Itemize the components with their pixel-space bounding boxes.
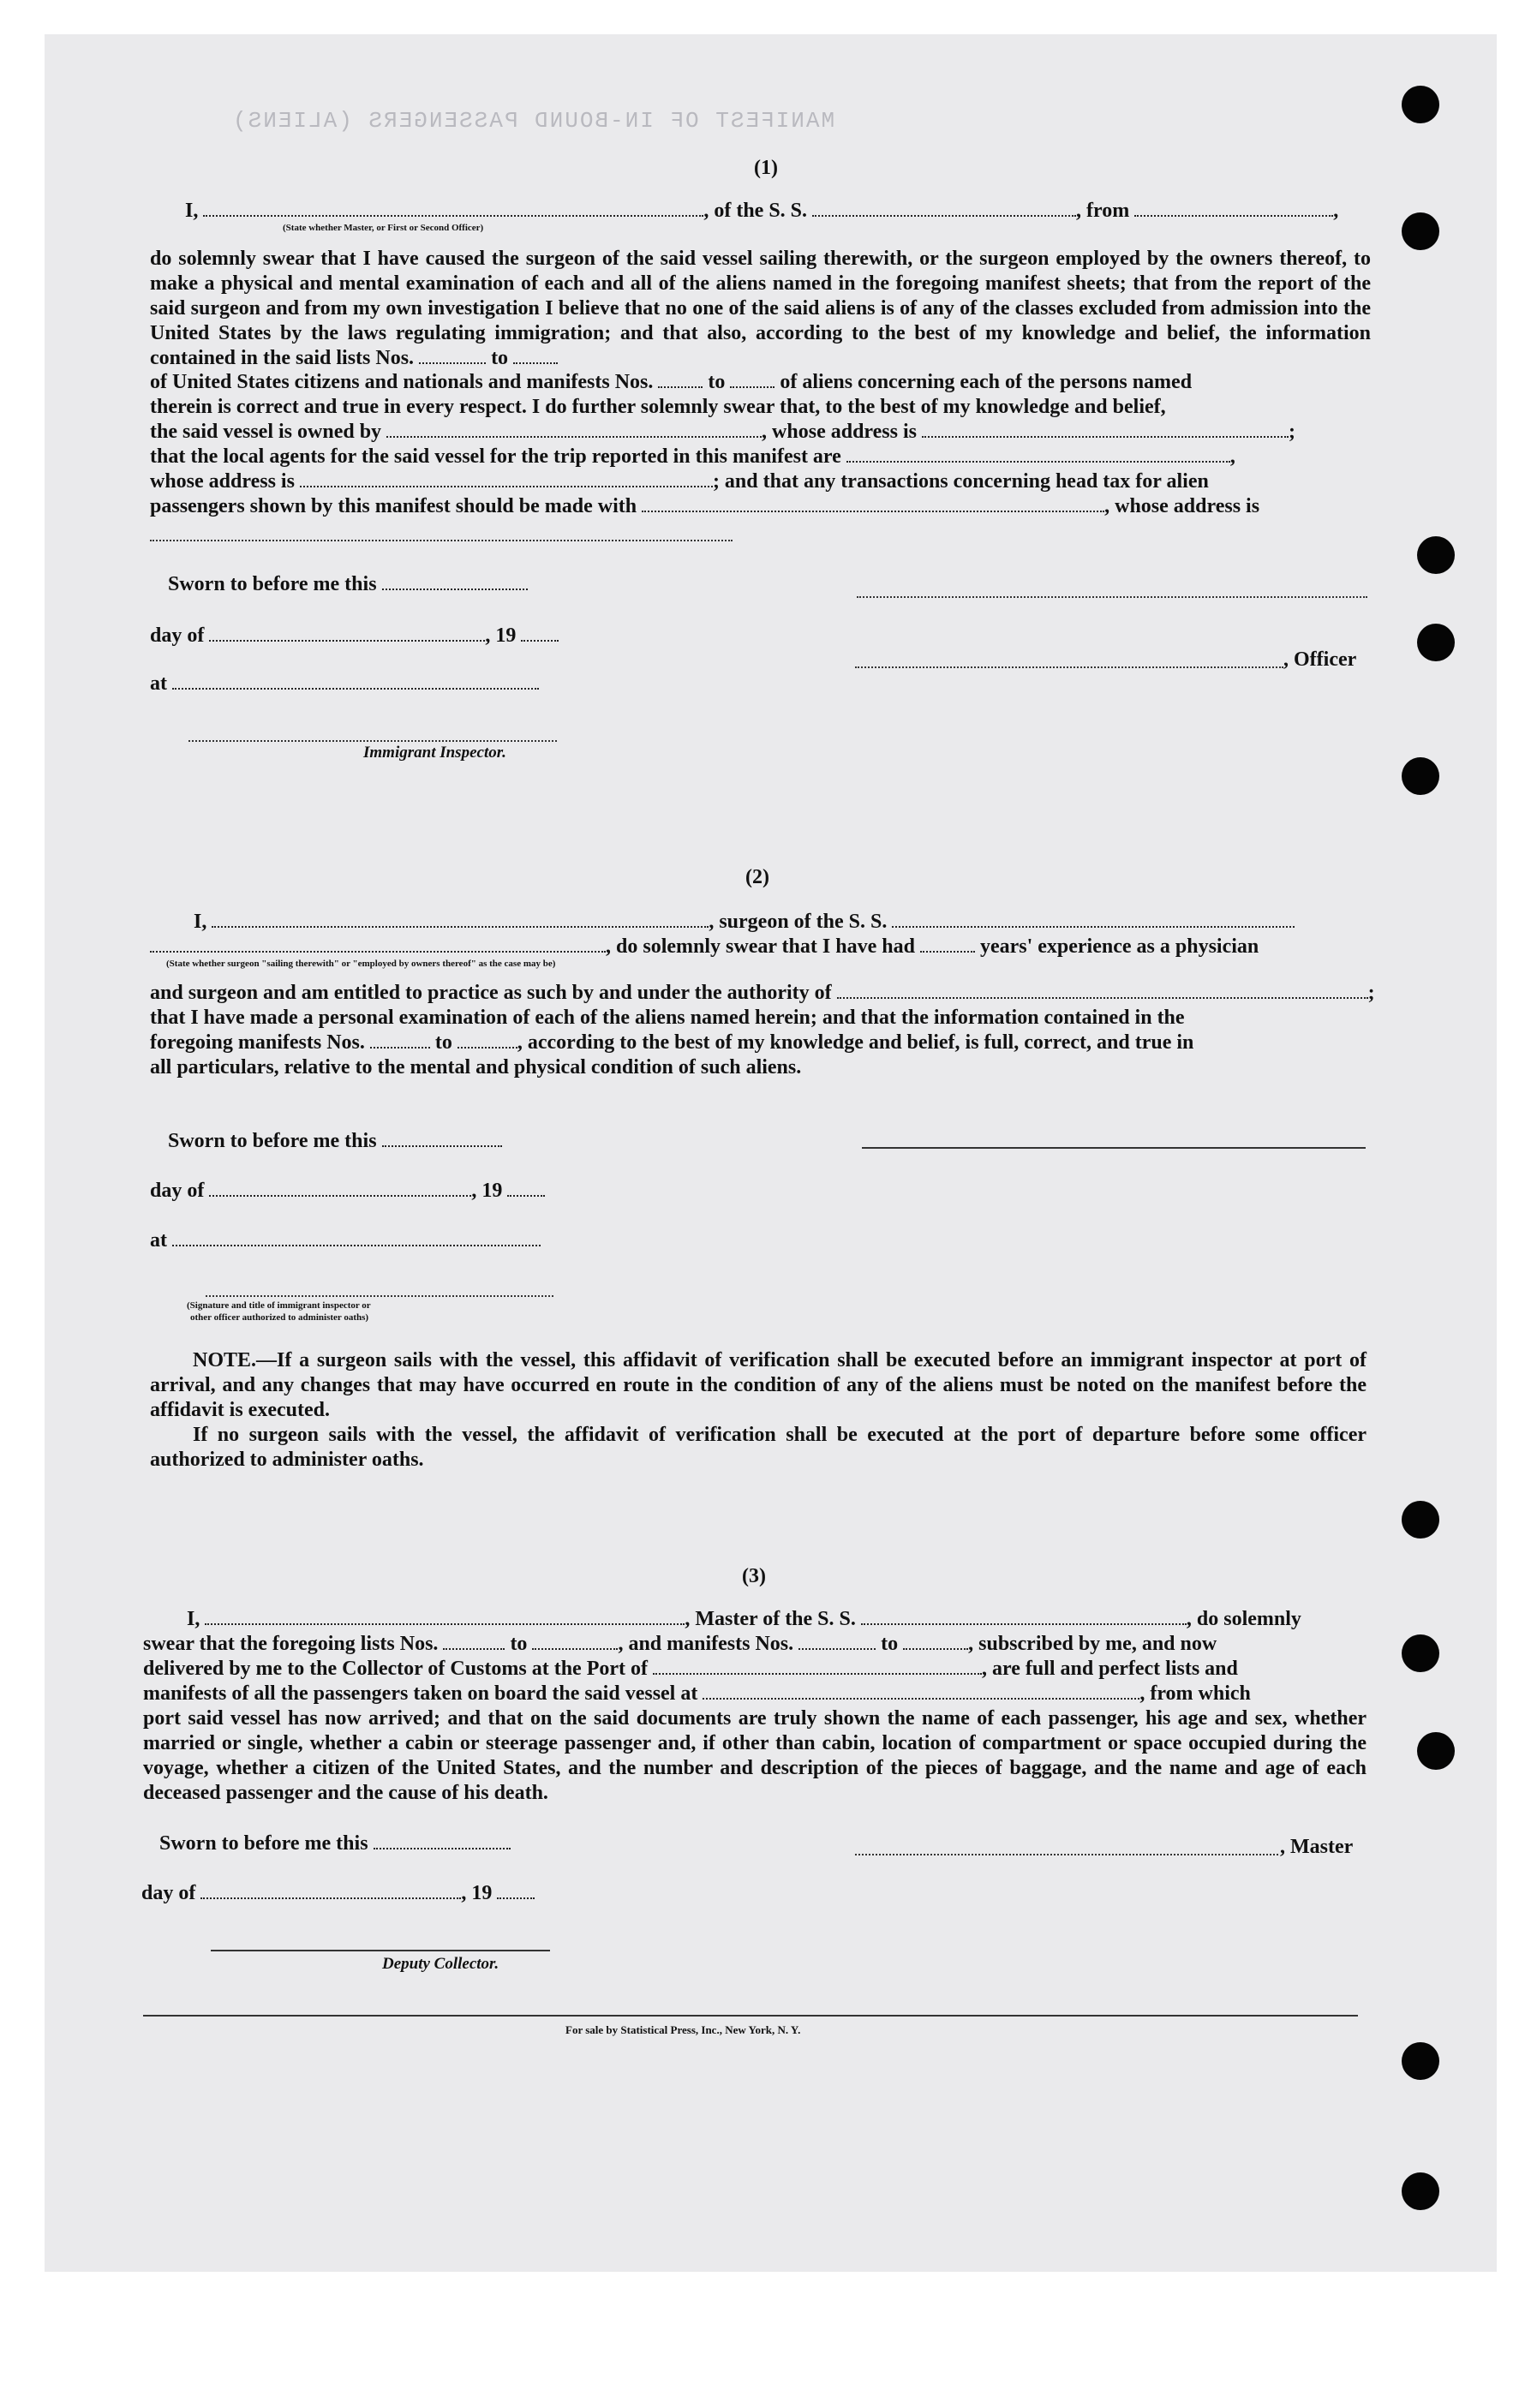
s3-day [141, 1881, 535, 1906]
s3-sworn [159, 1831, 511, 1856]
s1-at [150, 672, 539, 696]
s2-line-exam: that I have made a personal examination of each of the aliens named herein; and that the information contained in the [150, 1007, 1185, 1029]
authority-field[interactable] [837, 982, 1368, 999]
s3-line-1 [187, 1607, 1301, 1632]
s2-day-of: day of [150, 1180, 205, 1202]
s3-and-manifests: , and manifests Nos. [618, 1633, 794, 1655]
s3-to: to [510, 1633, 528, 1655]
s3-manifests: manifests of all the passengers taken on board the said vessel at [143, 1682, 698, 1705]
s2-note-label: NOTE. [193, 1349, 257, 1371]
officer-name-field[interactable] [203, 200, 703, 217]
s2-line-particulars: all particulars, relative to the mental and physical condition of such aliens. [150, 1056, 802, 1079]
s2-manifests-to-field[interactable] [458, 1031, 517, 1049]
s2-at [150, 1228, 541, 1253]
s1-year-field[interactable] [521, 624, 559, 642]
s2-line-2 [150, 935, 1259, 959]
s2-at-field[interactable] [172, 1229, 541, 1246]
s3-swear: swear that the foregoing lists Nos. [143, 1633, 439, 1655]
s1-inspector-label: Immigrant Inspector. [363, 744, 506, 762]
s3-delivered: delivered by me to the Collector of Customs at the Port of [143, 1658, 648, 1680]
s3-line-2 [143, 1632, 1217, 1657]
s2-year-field[interactable] [507, 1180, 545, 1197]
s3-full-lists: , are full and perfect lists and [981, 1658, 1238, 1680]
s1-body [150, 247, 1371, 371]
footer-rule [143, 2015, 1358, 2017]
printer-footer: For sale by Statistical Press, Inc., New York, N. Y. [565, 2023, 801, 2036]
s1-to: to [491, 347, 509, 369]
s1-citizens-end: of aliens concerning each of the persons named [780, 371, 1193, 393]
s2-day [150, 1179, 545, 1204]
s1-whose-address2: whose address is [150, 470, 295, 493]
s1-officer-line-2[interactable] [855, 666, 1283, 668]
s3-sworn-date-field[interactable] [374, 1832, 511, 1849]
s3-deputy-label: Deputy Collector. [382, 1955, 499, 1973]
s2-surgeon-text: and surgeon and am entitled to practice as such by and under the authority of [150, 982, 832, 1004]
s1-day [150, 624, 559, 648]
s2-to: to [434, 1031, 452, 1054]
from-port-field[interactable] [1134, 200, 1333, 217]
s2-at-text: at [150, 1229, 167, 1252]
s1-officer-note: (State whether Master, or First or Second Officer) [283, 223, 484, 233]
s3-lists-to-field[interactable] [532, 1633, 618, 1650]
s1-line-address2 [150, 469, 1209, 494]
s2-note-text: —If a surgeon sails with the vessel, this affidavit of verification shall be executed before an immigrant inspector at port of arrival, and any changes that may have occurred en route in the condition of any of the aliens must be noted on the manifest before the affidavit is executed. [150, 1349, 1367, 1421]
s3-master-of: , Master of the S. S. [685, 1608, 856, 1630]
binder-hole [1402, 212, 1439, 250]
s1-head-tax: ; and that any transactions concerning head tax for alien [712, 470, 1209, 493]
s3-day-field[interactable] [200, 1882, 461, 1899]
s3-embark-port-field[interactable] [703, 1682, 1139, 1700]
s1-inspector-signature-line[interactable] [188, 740, 557, 742]
binder-hole [1417, 1732, 1455, 1770]
master-name-field[interactable] [205, 1608, 685, 1625]
s1-line-1: I, , of the S. S. , from , [185, 200, 1339, 222]
s1-officer-label: , Officer [1283, 648, 1357, 671]
s3-year-field[interactable] [497, 1882, 535, 1899]
binder-hole [1402, 757, 1439, 795]
binder-hole [1402, 1634, 1439, 1672]
s1-from: , from [1076, 200, 1130, 222]
s1-day-field[interactable] [209, 624, 485, 642]
s3-subscribed: , subscribed by me, and now [968, 1633, 1217, 1655]
s3-year-prefix: , 19 [461, 1882, 493, 1904]
s1-of-ss: , of the S. S. [703, 200, 808, 222]
s3-master-label: , Master [1280, 1836, 1354, 1858]
s2-inspector-signature-line[interactable] [206, 1295, 553, 1297]
owner-field[interactable] [386, 421, 762, 438]
binder-hole [1402, 86, 1439, 123]
binder-hole [1417, 536, 1455, 574]
binder-hole [1402, 1501, 1439, 1539]
s1-at-text: at [150, 672, 167, 695]
s1-body-text: do solemnly swear that I have caused the surgeon of the said vessel sailing therewith, or the surgeon employed by the owners thereof, to make a physical and mental examination of each and all of the aliens named in the foregoing manifest sheets; that from the report of the said surgeon and from my own investigation I believe that no one of the said aliens is of any of the classes excluded from admission into the United States by the laws regulating immigration; and that also, according to the best of my knowledge and belief, the information contained in the said lists Nos. [150, 248, 1371, 369]
s1-address-line[interactable] [150, 540, 733, 541]
s3-line-4 [143, 1682, 1251, 1706]
section-3-number: (3) [742, 1565, 766, 1587]
s1-line-owned: the said vessel is owned by , whose address is ; [150, 421, 1295, 443]
s1-year-prefix: , 19 [485, 624, 517, 647]
s2-manifests-from-field[interactable] [370, 1031, 430, 1049]
lists-from-field[interactable] [419, 347, 486, 364]
s1-sworn-text: Sworn to before me this [168, 573, 377, 595]
s1-line-agents: that the local agents for the said vessel for the trip reported in this manifest are , [150, 445, 1235, 468]
agents-field[interactable] [846, 445, 1230, 463]
binder-hole [1417, 624, 1455, 661]
s2-manifests-text: foregoing manifests Nos. [150, 1031, 365, 1054]
years-field[interactable] [920, 935, 975, 953]
s1-passengers: passengers shown by this manifest should be made with [150, 495, 637, 517]
surgeon-name-field[interactable] [212, 911, 709, 928]
s2-sig-note-2: other officer authorized to administer oaths) [190, 1312, 369, 1323]
ship-name-field[interactable] [812, 200, 1076, 217]
s1-day-of: day of [150, 624, 205, 647]
s2-surgeon-signature-line[interactable] [862, 1147, 1366, 1149]
manifests-from-field[interactable] [658, 371, 703, 388]
s3-line-3 [143, 1657, 1238, 1682]
agents-address-field[interactable] [300, 470, 713, 487]
s3-day-of: day of [141, 1882, 196, 1904]
s3-sworn-text: Sworn to before me this [159, 1832, 368, 1855]
s3-collector-signature-line[interactable] [211, 1950, 550, 1951]
s3-from-which: , from which [1139, 1682, 1251, 1705]
manifests-to-field[interactable] [730, 371, 774, 388]
s3-solemnly: , do solemnly [1186, 1608, 1301, 1630]
s3-lists-from-field[interactable] [443, 1633, 505, 1650]
s1-citizens-to: to [708, 371, 726, 393]
s1-line-passengers [150, 494, 1259, 519]
s1-sworn [168, 572, 528, 597]
s1-i: I, [185, 200, 199, 222]
binder-hole [1402, 2172, 1439, 2210]
s3-i: I, [187, 1608, 200, 1630]
s2-swear: , do solemnly swear that I have had [606, 935, 915, 958]
s2-day-field[interactable] [209, 1180, 471, 1197]
s1-at-field[interactable] [172, 672, 539, 690]
s2-note-paragraph [150, 1348, 1367, 1423]
s3-ship-field[interactable] [861, 1608, 1187, 1625]
s1-local-agents: that the local agents for the said vessel for the trip reported in this manifest are [150, 445, 841, 468]
s2-sworn [168, 1129, 502, 1154]
s1-whose-address: , whose address is [762, 421, 917, 443]
s2-sig-note-1: (Signature and title of immigrant inspector or [187, 1300, 371, 1311]
s1-whose-address3: , whose address is [1104, 495, 1260, 517]
s2-type-field[interactable] [150, 935, 606, 953]
owner-address-field[interactable] [922, 421, 1289, 438]
s3-manifests-from-field[interactable] [798, 1633, 876, 1650]
s1-line-therein: therein is correct and true in every respect. I do further solemnly swear that, to the best of my knowledge and belief, [150, 396, 1166, 418]
s2-line-manifests [150, 1031, 1193, 1055]
s2-note-paragraph-2: If no surgeon sails with the vessel, the affidavit of verification shall be executed at the port of departure before some officer authorized to administer oaths. [150, 1424, 1367, 1471]
s1-officer-line-1[interactable] [857, 596, 1367, 598]
s1-line-citizens [150, 370, 1192, 395]
s1-citizens: of United States citizens and nationals and manifests Nos. [150, 371, 654, 393]
s2-years: years' experience as a physician [979, 935, 1259, 958]
binder-hole [1402, 2042, 1439, 2080]
section-2-number: (2) [745, 866, 769, 888]
s3-port-field[interactable] [653, 1658, 982, 1675]
s2-manifests-end: , according to the best of my knowledge and belief, is full, correct, and true in [517, 1031, 1194, 1054]
lists-to-field[interactable] [513, 347, 558, 364]
s2-line-1 [194, 910, 1295, 935]
s3-body: port said vessel has now arrived; and that on the said documents are truly shown the name of each passenger, his age and sex, whether married or single, whether a cabin or steerage passenger and, if other than cabin, location of compartment or space occupied during the voyage, whether a citizen of the United States, and the number and description of the pieces of baggage, and the name and age of each deceased passenger and the cause of his death. [143, 1707, 1367, 1804]
s2-sworn-text: Sworn to before me this [168, 1130, 377, 1152]
s3-to2: to [881, 1633, 899, 1655]
bleed-through-header: MANIFEST OF IN-BOUND PASSENGERS (ALIENS) [231, 108, 835, 134]
head-tax-agent-field[interactable] [642, 495, 1104, 512]
s2-sworn-date-field[interactable] [382, 1130, 502, 1147]
s1-sworn-date-field[interactable] [382, 573, 528, 590]
s2-ship-field[interactable] [892, 911, 1295, 928]
s1-owned-by: the said vessel is owned by [150, 421, 382, 443]
s2-i: I, [194, 911, 207, 933]
section-1-number: (1) [754, 157, 778, 179]
s2-surgeon-of: , surgeon of the S. S. [709, 911, 888, 933]
s2-note: (State whether surgeon "sailing therewith" or "employed by owners thereof" as the case may be) [166, 959, 556, 969]
s2-line-surgeon: and surgeon and am entitled to practice as such by and under the authority of ; [150, 982, 1375, 1004]
s3-master-signature-line[interactable] [855, 1854, 1278, 1855]
s3-manifests-to-field[interactable] [903, 1633, 968, 1650]
s2-year-prefix: , 19 [471, 1180, 503, 1202]
